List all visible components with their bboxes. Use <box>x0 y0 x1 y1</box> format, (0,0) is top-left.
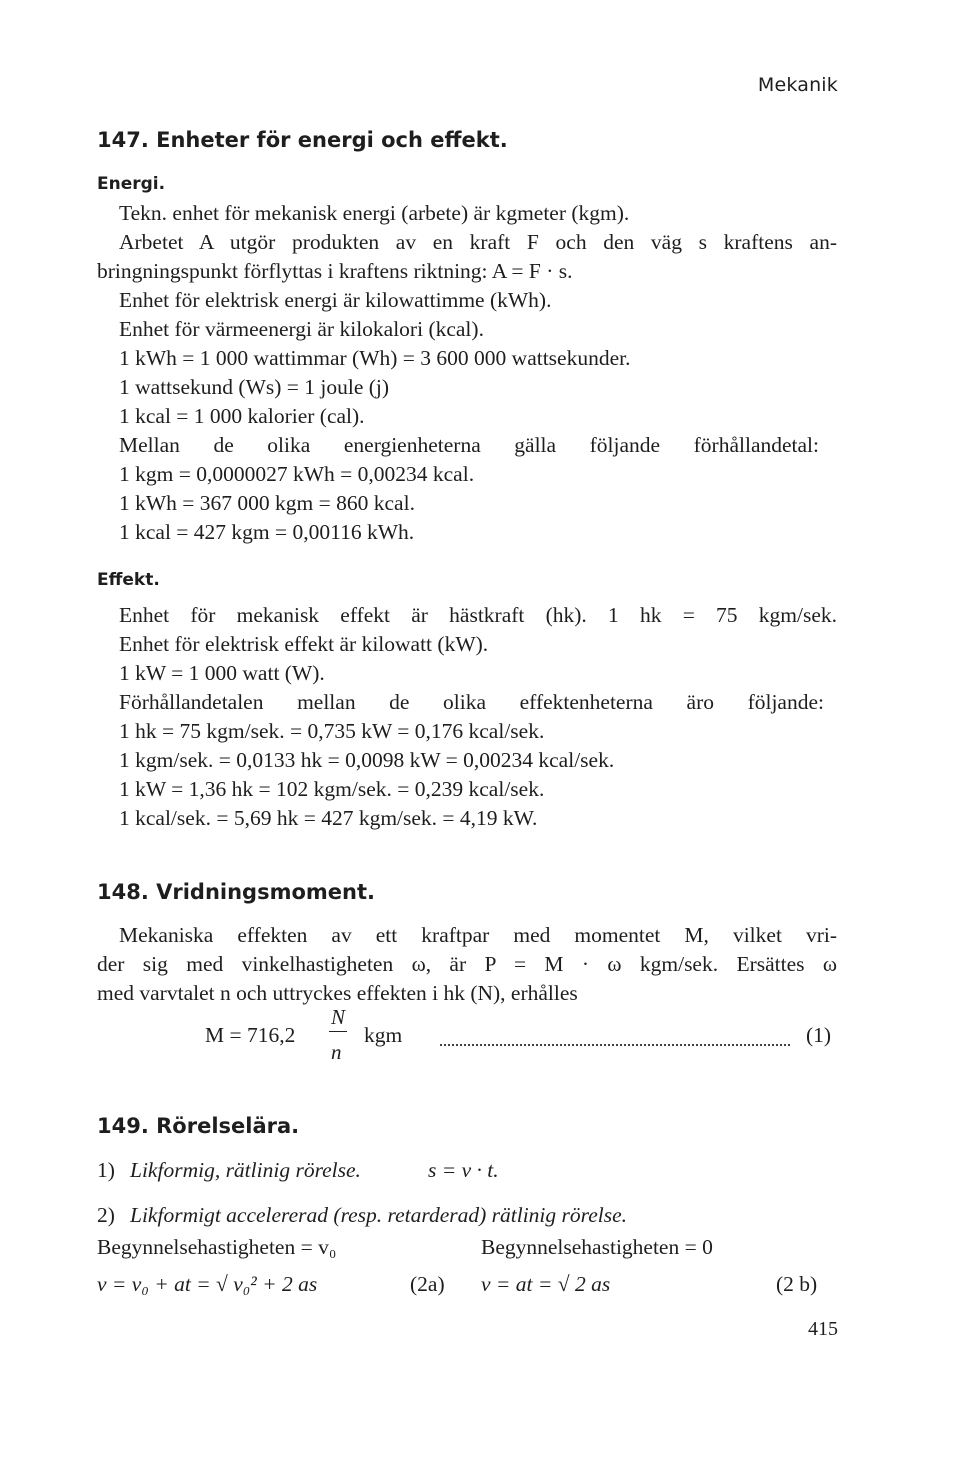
energi-line-10: 1 kWh = 367 000 kgm = 860 kcal. <box>119 491 415 515</box>
item-2-number: 2) <box>97 1203 115 1227</box>
right-column-label: Begynnelsehastigheten = 0 <box>481 1235 713 1259</box>
item-1-number: 1) <box>97 1158 115 1182</box>
running-header: Mekanik <box>757 74 838 96</box>
effekt-line-1: Enhet för elektrisk effekt är kilowatt (kW). <box>119 632 489 656</box>
leader-dots <box>440 1040 790 1046</box>
effekt-line-0: Enhet för mekanisk effekt är hästkraft (hk). 1 hk = 75 kgm/sek. <box>119 603 837 627</box>
s148-para-line-2: med varvtalet n och uttryckes effekten i hk (N), erhålles <box>97 981 578 1005</box>
energi-line-7: 1 kcal = 1 000 kalorier (cal). <box>119 404 365 428</box>
formula-2a: v = v₀ + at = √ v₀² + 2 as <box>97 1272 318 1296</box>
item-1-formula: s = v · t. <box>428 1158 499 1182</box>
energi-line-3: Enhet för elektrisk energi är kilowattimme (kWh). <box>119 288 552 312</box>
energi-line-2: bringningspunkt förflyttas i kraftens riktning: A = F · s. <box>97 259 573 283</box>
effekt-line-4: 1 hk = 75 kgm/sek. = 0,735 kW = 0,176 kcal/sek. <box>119 719 545 743</box>
energi-line-1: Arbetet A utgör produkten av en kraft F och den väg s kraftens an- <box>119 230 837 254</box>
s148-para-line-0: Mekaniska effekten av ett kraftpar med momentet M, vilket vri- <box>119 923 837 947</box>
energi-line-9: 1 kgm = 0,0000027 kWh = 0,00234 kcal. <box>119 462 475 486</box>
section-148-title: 148. Vridningsmoment. <box>97 880 375 904</box>
effekt-line-7: 1 kcal/sek. = 5,69 hk = 427 kgm/sek. = 4,19 kW. <box>119 806 538 830</box>
formula-1-left: M = 716,2 <box>205 1023 296 1047</box>
effekt-heading: Effekt. <box>97 570 160 590</box>
effekt-line-5: 1 kgm/sek. = 0,0133 hk = 0,0098 kW = 0,00234 kcal/sek. <box>119 748 615 772</box>
energi-line-8: Mellan de olika energienheterna gälla följande förhållandetal: <box>119 433 819 457</box>
page-number: 415 <box>808 1318 838 1340</box>
left-column-label: Begynnelsehastigheten = v₀ <box>97 1235 337 1259</box>
formula-1-label: (1) <box>806 1023 832 1047</box>
effekt-line-6: 1 kW = 1,36 hk = 102 kgm/sek. = 0,239 kcal/sek. <box>119 777 545 801</box>
formula-1-numerator: N <box>331 1005 346 1029</box>
item-2-text: Likformigt accelererad (resp. retarderad) rätlinig rörelse. <box>130 1203 628 1227</box>
item-1-text: Likformig, rätlinig rörelse. <box>130 1158 361 1182</box>
energi-heading: Energi. <box>97 174 166 194</box>
formula-1-fraction-bar <box>329 1031 347 1032</box>
energi-line-11: 1 kcal = 427 kgm = 0,00116 kWh. <box>119 520 415 544</box>
energi-line-4: Enhet för värmeenergi är kilokalori (kcal). <box>119 317 484 341</box>
formula-2a-label: (2a) <box>410 1272 445 1296</box>
formula-1-denominator: n <box>331 1040 342 1064</box>
s148-para-line-1: der sig med vinkelhastigheten ω, är P = M · ω kgm/sek. Ersättes ω <box>97 952 837 976</box>
energi-line-5: 1 kWh = 1 000 wattimmar (Wh) = 3 600 000 wattsekunder. <box>119 346 631 370</box>
formula-2b-label: (2 b) <box>776 1272 818 1296</box>
energi-line-6: 1 wattsekund (Ws) = 1 joule (j) <box>119 375 390 399</box>
formula-1-unit: kgm <box>364 1023 403 1047</box>
formula-2b: v = at = √ 2 as <box>481 1272 611 1296</box>
section-149-title: 149. Rörelselära. <box>97 1114 300 1138</box>
energi-line-0: Tekn. enhet för mekanisk energi (arbete) är kgmeter (kgm). <box>119 201 630 225</box>
section-147-title: 147. Enheter för energi och effekt. <box>97 128 508 152</box>
effekt-line-2: 1 kW = 1 000 watt (W). <box>119 661 325 685</box>
effekt-line-3: Förhållandetalen mellan de olika effektenheterna äro följande: <box>119 690 824 714</box>
